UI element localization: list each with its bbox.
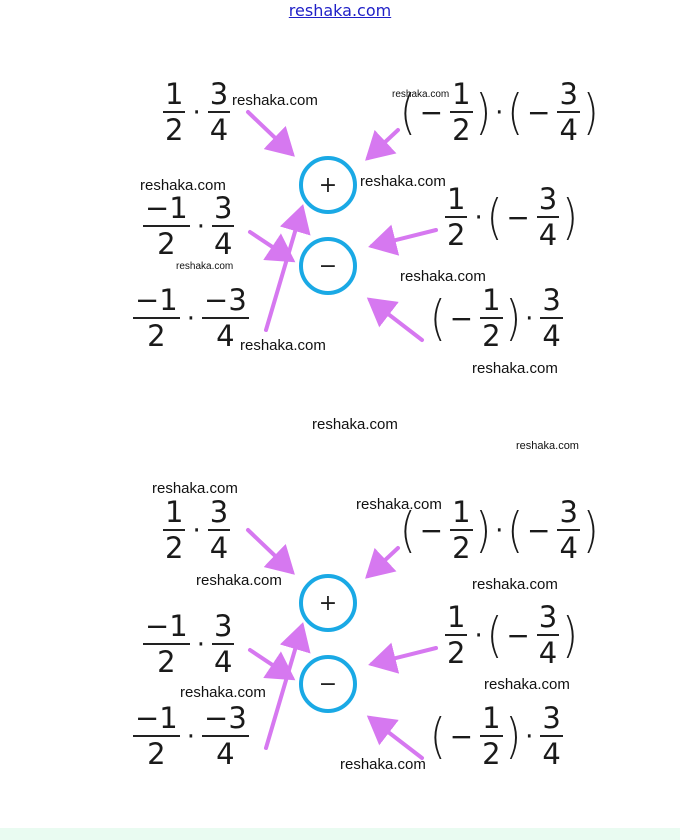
site-link[interactable]: reshaka.com [288, 1, 392, 20]
fraction-b: $\frac{-3}{4}$ [204, 283, 247, 353]
watermark: reshaka.com [176, 261, 234, 272]
fraction-a: $\frac{-1}{2}$ [145, 609, 188, 679]
expr-neg-half-times-neg-three-quarters-parens: ( − $\frac{1}{2}$ ) · ( − $\frac{3}{4}$ ) [400, 77, 599, 147]
fraction-b: $\frac{3}{4}$ [214, 609, 233, 679]
multiply-sign: · [495, 97, 504, 128]
fraction-a: $\frac{1}{2}$ [482, 701, 501, 771]
multiply-sign: · [196, 211, 206, 242]
watermark: reshaka.com [356, 496, 442, 513]
sign-rule-diagram-1 [0, 60, 680, 390]
watermark: reshaka.com [472, 576, 558, 593]
arrow-bl-to-plus [266, 626, 302, 748]
watermark: reshaka.com [312, 416, 398, 433]
minus-sign: − [318, 671, 338, 697]
arrow-tl-to-plus [248, 112, 292, 154]
arrow-mr-to-minus [372, 648, 436, 664]
fraction-a: $\frac{-1}{2}$ [135, 701, 178, 771]
fraction-b: $\frac{3}{4}$ [214, 191, 233, 261]
expr-neg-half-parens-times-three-quarters: ( − $\frac{1}{2}$ ) · $\frac{3}{4}$ [430, 283, 561, 353]
minus-sign: − [318, 253, 338, 279]
arrow-ml-to-minus [250, 650, 292, 678]
expr-neg-half-parens-times-three-quarters: ( − $\frac{1}{2}$ ) · $\frac{3}{4}$ [430, 701, 561, 771]
multiply-sign: · [525, 303, 534, 334]
watermark: reshaka.com [196, 572, 282, 589]
fraction-b: $\frac{3}{4}$ [209, 77, 229, 147]
expr-neg-half-times-neg-three-quarters-parens: ( − $\frac{1}{2}$ ) · ( − $\frac{3}{4}$ ) [400, 495, 599, 565]
arrow-bl-to-plus [266, 208, 302, 330]
fraction-a: $\frac{1}{2}$ [482, 283, 501, 353]
minus-circle [299, 237, 357, 295]
expr-half-times-three-quarters [160, 495, 233, 565]
multiply-sign: · [525, 721, 534, 752]
fraction-a: $\frac{1}{2}$ [447, 600, 466, 670]
expr-half-times-neg-three-quarters: $\frac{1}{2}$ · ( − $\frac{3}{4}$ ) [447, 600, 578, 670]
watermark: reshaka.com [180, 684, 266, 701]
plus-sign: + [318, 590, 338, 616]
fraction-b: $\frac{3}{4}$ [559, 495, 578, 565]
watermark: reshaka.com [516, 440, 579, 452]
expr-neg-half-times-three-quarters [140, 609, 237, 679]
fraction-b: $\frac{3}{4}$ [559, 77, 578, 147]
watermark: reshaka.com [232, 92, 318, 109]
sign-rule-diagram-2 [0, 478, 680, 808]
watermark: reshaka.com [472, 360, 558, 377]
arrow-tl-to-plus [248, 530, 292, 572]
watermark: reshaka.com [152, 480, 238, 497]
multiply-sign: · [495, 515, 504, 546]
multiply-sign: · [192, 97, 201, 128]
plus-sign: + [318, 172, 338, 198]
arrow-ml-to-minus [250, 232, 292, 260]
fraction-b: $\frac{3}{4}$ [538, 600, 558, 670]
watermark: reshaka.com [484, 676, 570, 693]
multiply-sign: · [196, 629, 206, 660]
multiply-sign: · [186, 721, 196, 752]
fraction-a: $\frac{-1}{2}$ [145, 191, 188, 261]
arrow-tr-to-plus [368, 130, 398, 158]
watermark: reshaka.com [360, 173, 446, 190]
arrow-br-to-minus [370, 718, 422, 758]
watermark: reshaka.com [140, 177, 226, 194]
expr-neg-half-times-neg-three-quarters [130, 701, 252, 771]
fraction-a: $\frac{1}{2}$ [452, 77, 471, 147]
fraction-a: $\frac{1}{2}$ [447, 182, 466, 252]
multiply-sign: · [474, 202, 483, 233]
expr-half-times-neg-three-quarters: $\frac{1}{2}$ · ( − $\frac{3}{4}$ ) [447, 182, 578, 252]
watermark: reshaka.com [400, 268, 486, 285]
fraction-b: $\frac{3}{4}$ [538, 182, 558, 252]
multiply-sign: · [192, 515, 201, 546]
expr-neg-half-times-three-quarters [140, 191, 237, 261]
arrow-mr-to-minus [372, 230, 436, 246]
footer-strip [0, 828, 680, 840]
multiply-sign: · [186, 303, 196, 334]
expr-half-times-three-quarters [160, 77, 233, 147]
plus-circle [299, 574, 357, 632]
fraction-b: $\frac{3}{4}$ [542, 283, 561, 353]
watermark: reshaka.com [392, 89, 450, 100]
fraction-a: $\frac{1}{2}$ [165, 77, 184, 147]
fraction-b: $\frac{3}{4}$ [209, 495, 229, 565]
plus-circle [299, 156, 357, 214]
expr-neg-half-times-neg-three-quarters [130, 283, 252, 353]
arrow-br-to-minus [370, 300, 422, 340]
fraction-a: $\frac{1}{2}$ [165, 495, 184, 565]
multiply-sign: · [474, 620, 483, 651]
watermark: reshaka.com [240, 337, 326, 354]
arrow-tr-to-plus [368, 548, 398, 576]
fraction-a: $\frac{1}{2}$ [452, 495, 471, 565]
fraction-b: $\frac{-3}{4}$ [204, 701, 247, 771]
watermark: reshaka.com [340, 756, 426, 773]
fraction-a: $\frac{-1}{2}$ [135, 283, 178, 353]
fraction-b: $\frac{3}{4}$ [542, 701, 561, 771]
minus-circle [299, 655, 357, 713]
